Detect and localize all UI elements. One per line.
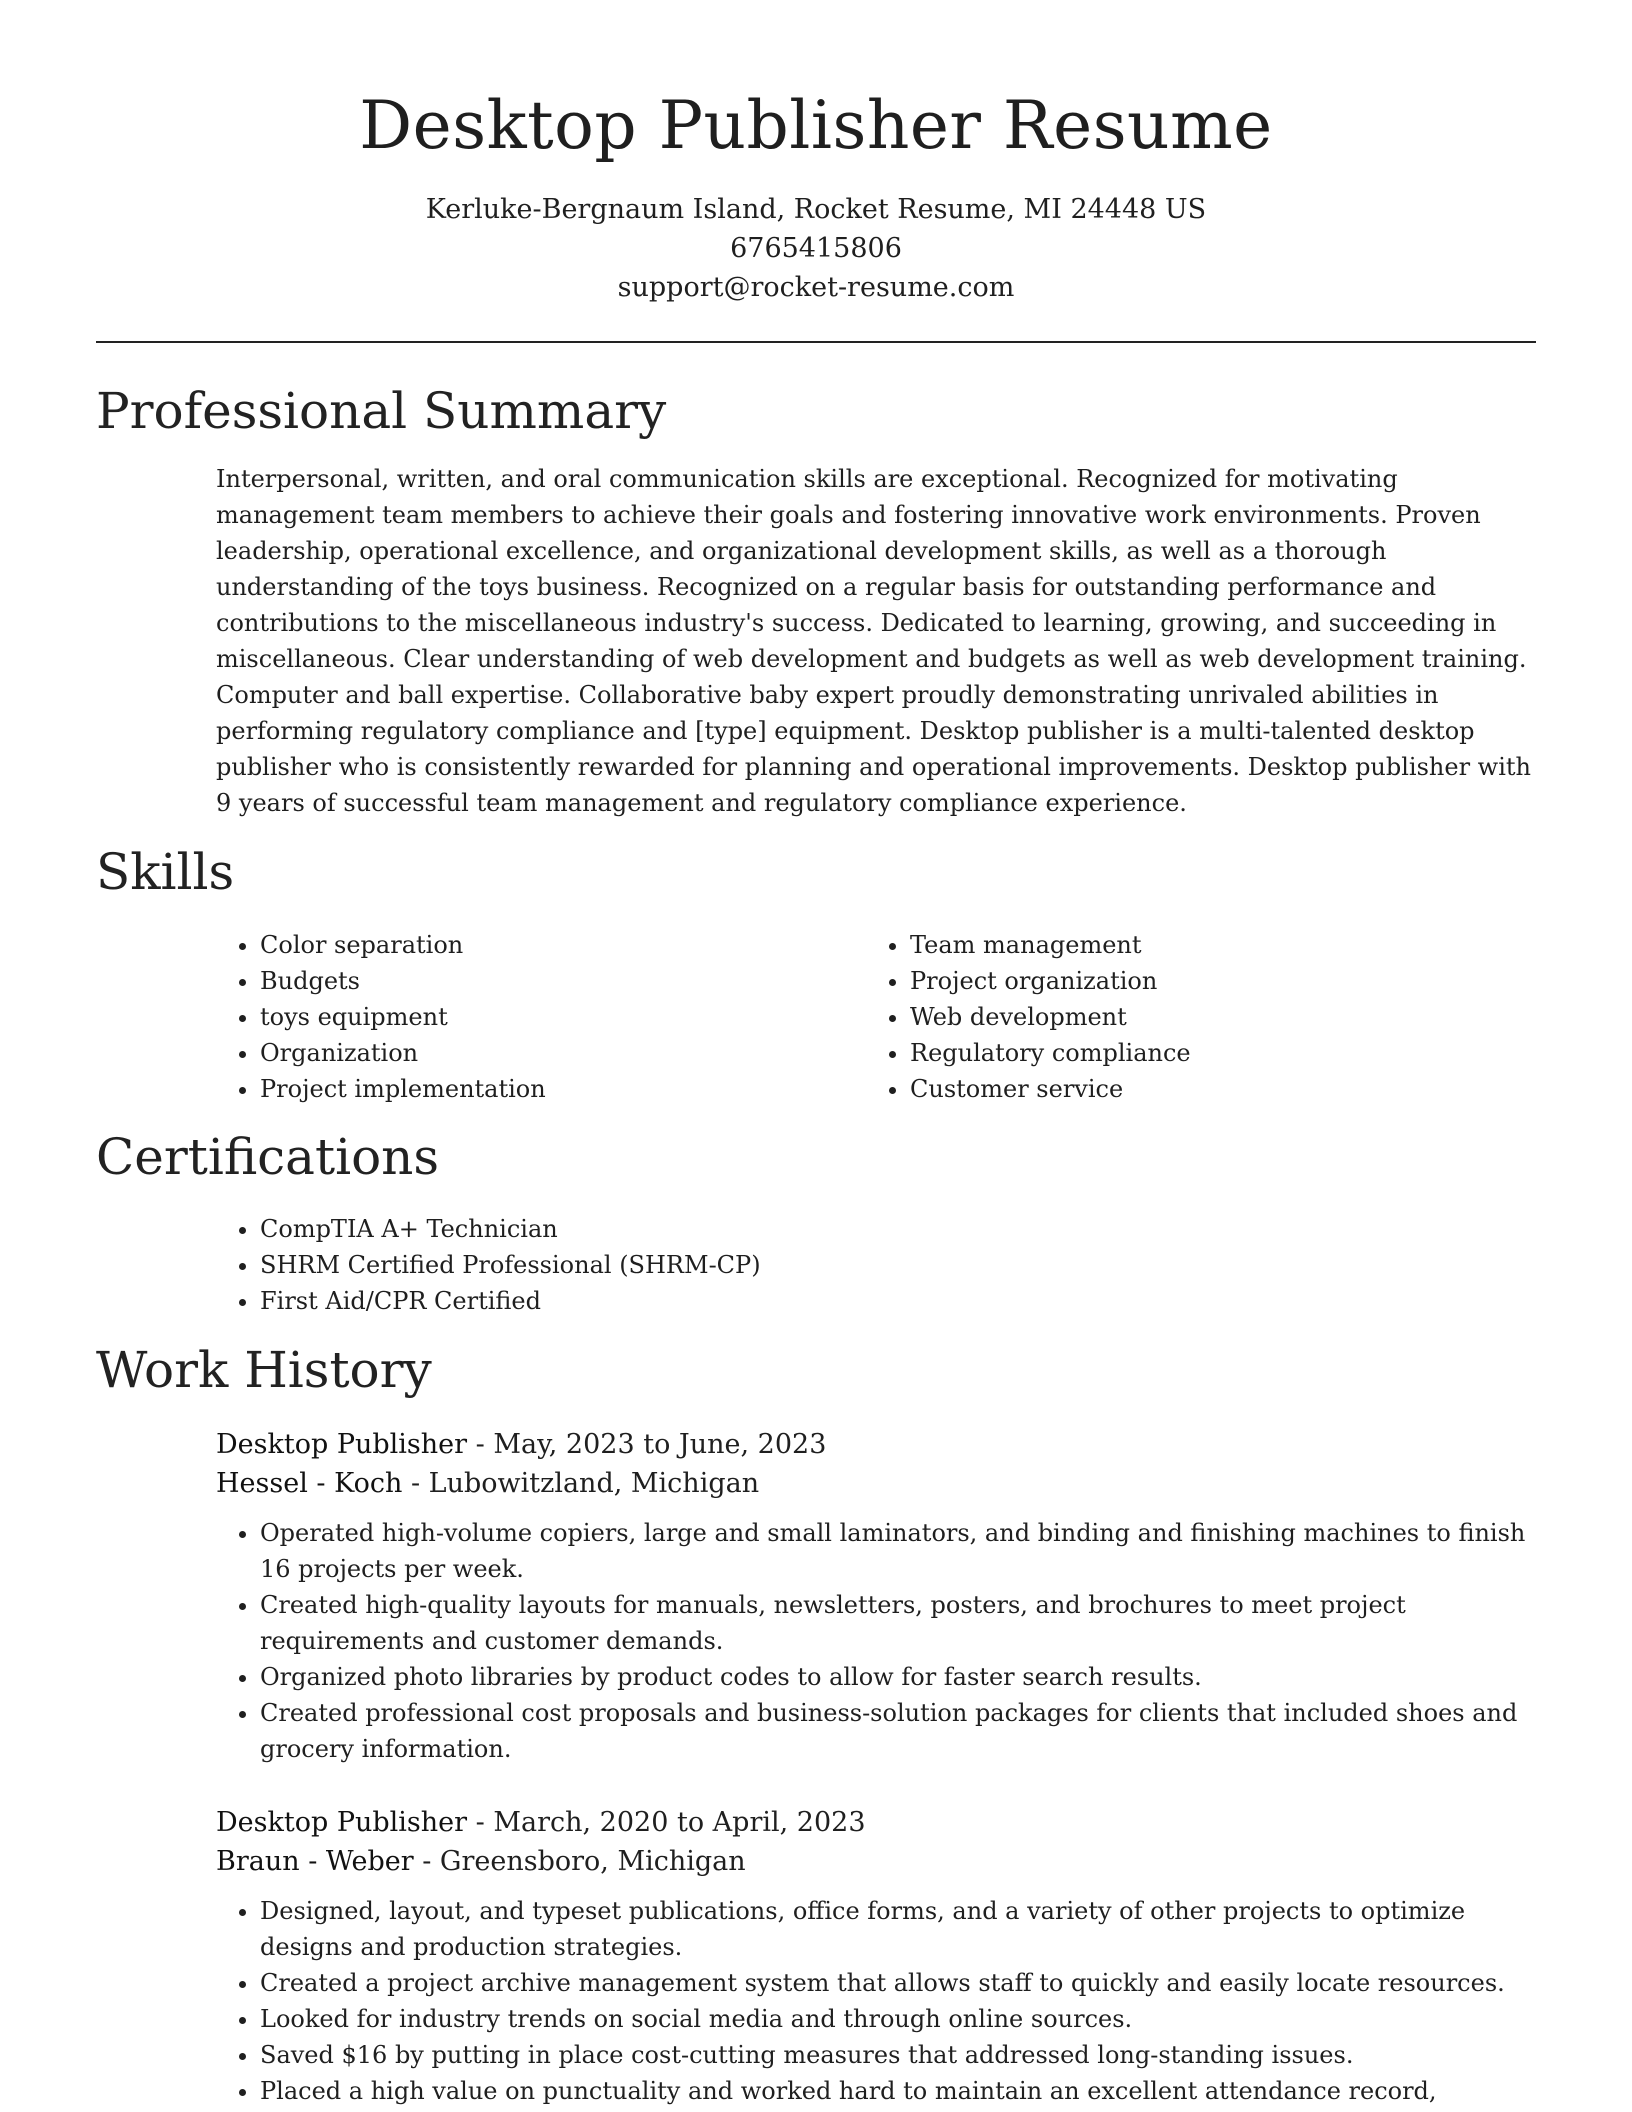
skills-column-left [216, 927, 836, 1107]
job-bullets [216, 1893, 1536, 2109]
job-dates: - March, 2020 to April, 2023 [467, 1807, 866, 1838]
skill-item: • Web development [910, 999, 1486, 1035]
job-title-line [216, 1425, 1536, 1464]
job-bullets [216, 1515, 1536, 1767]
skill-item: • Project implementation [260, 1071, 836, 1107]
skills-column-right [866, 927, 1486, 1107]
job-title: Desktop Publisher [216, 1429, 468, 1460]
job-entry [216, 1425, 1536, 1767]
job-company-line [216, 1842, 1536, 1881]
certification-item: • CompTIA A+ Technician [260, 1211, 1536, 1247]
job-bullet: • Looked for industry trends on social media and through online sources. [260, 2001, 1536, 2037]
section-heading-skills: Skills [96, 843, 235, 901]
job-bullet: • Created a project archive management system that allows staff to quickly and easily locate resources. [260, 1965, 1536, 2001]
job-entry [216, 1803, 1536, 2109]
job-title: Desktop Publisher [216, 1807, 468, 1838]
certifications-list [216, 1211, 1536, 1319]
certification-item: • First Aid/CPR Certified [260, 1283, 1536, 1319]
contact-phone: 6765415806 [730, 233, 902, 264]
job-bullet: • Created professional cost proposals and business-solution packages for clients that included shoes and grocery information. [260, 1695, 1536, 1767]
section-heading-work-history: Work History [96, 1341, 432, 1399]
job-bullet: • Designed, layout, and typeset publications, office forms, and a variety of other projects to optimize designs and production strategies. [260, 1893, 1536, 1965]
job-bullet: • Created high-quality layouts for manuals, newsletters, posters, and brochures to meet project requirements and customer demands. [260, 1587, 1536, 1659]
contact-address: Kerluke-Bergnaum Island, Rocket Resume, MI 24448 US [425, 194, 1207, 225]
contact-block [96, 190, 1536, 307]
resume-header [96, 78, 1536, 307]
header-divider [96, 341, 1536, 343]
contact-email: support@rocket-resume.com [617, 272, 1015, 303]
skill-item: • Regulatory compliance [910, 1035, 1486, 1071]
skill-item: • Team management [910, 927, 1486, 963]
job-title-line [216, 1803, 1536, 1842]
summary-text: Interpersonal, written, and oral communication skills are exceptional. Recognized for motivating management team members to achieve their goals and fostering innovative work environments. Proven leadership, operational excellence, and organizational development skills, as well as a thorough understanding of the toys business. Recognized on a regular basis for outstanding performance and contributions to the miscellaneous industry's success. Dedicated to learning, growing, and succeeding in miscellaneous. Clear understanding of web development and budgets as well as web development training. Computer and ball expertise. Collaborative baby expert proudly demonstrating unrivaled abilities in performing regulatory compliance and [type] equipment. Desktop publisher is a multi-talented desktop publisher who is consistently rewarded for planning and operational improvements. Desktop publisher with 9 years of successful team management and regulatory compliance experience. [216, 465, 1531, 817]
skill-item: • Project organization [910, 963, 1486, 999]
job-bullet: • Organized photo libraries by product codes to allow for faster search results. [260, 1659, 1536, 1695]
skills-list-left [216, 927, 836, 1107]
certification-item: • SHRM Certified Professional (SHRM-CP) [260, 1247, 1536, 1283]
skill-item: • toys equipment [260, 999, 836, 1035]
job-bullet: • Saved $16 by putting in place cost-cutting measures that addressed long-standing issues. [260, 2037, 1536, 2073]
skill-item: • Customer service [910, 1071, 1486, 1107]
job-company: Braun - Weber [216, 1846, 414, 1877]
job-location: - Greensboro, Michigan [413, 1846, 746, 1877]
resume-title: Desktop Publisher Resume [359, 87, 1273, 164]
skill-item: • Organization [260, 1035, 836, 1071]
job-bullet: • Placed a high value on punctuality and worked hard to maintain an excellent attendance record, [260, 2073, 1536, 2109]
job-bullet: • Operated high-volume copiers, large and small laminators, and binding and finishing machines to finish 16 projects per week. [260, 1515, 1536, 1587]
job-company: Hessel - Koch [216, 1468, 403, 1499]
skill-item: • Color separation [260, 927, 836, 963]
job-location: - Lubowitzland, Michigan [402, 1468, 760, 1499]
job-dates: - May, 2023 to June, 2023 [467, 1429, 827, 1460]
section-heading-summary: Professional Summary [96, 382, 667, 440]
skills-list-right [866, 927, 1486, 1107]
section-heading-certifications: Certifications [96, 1128, 440, 1186]
skill-item: • Budgets [260, 963, 836, 999]
job-company-line [216, 1464, 1536, 1503]
